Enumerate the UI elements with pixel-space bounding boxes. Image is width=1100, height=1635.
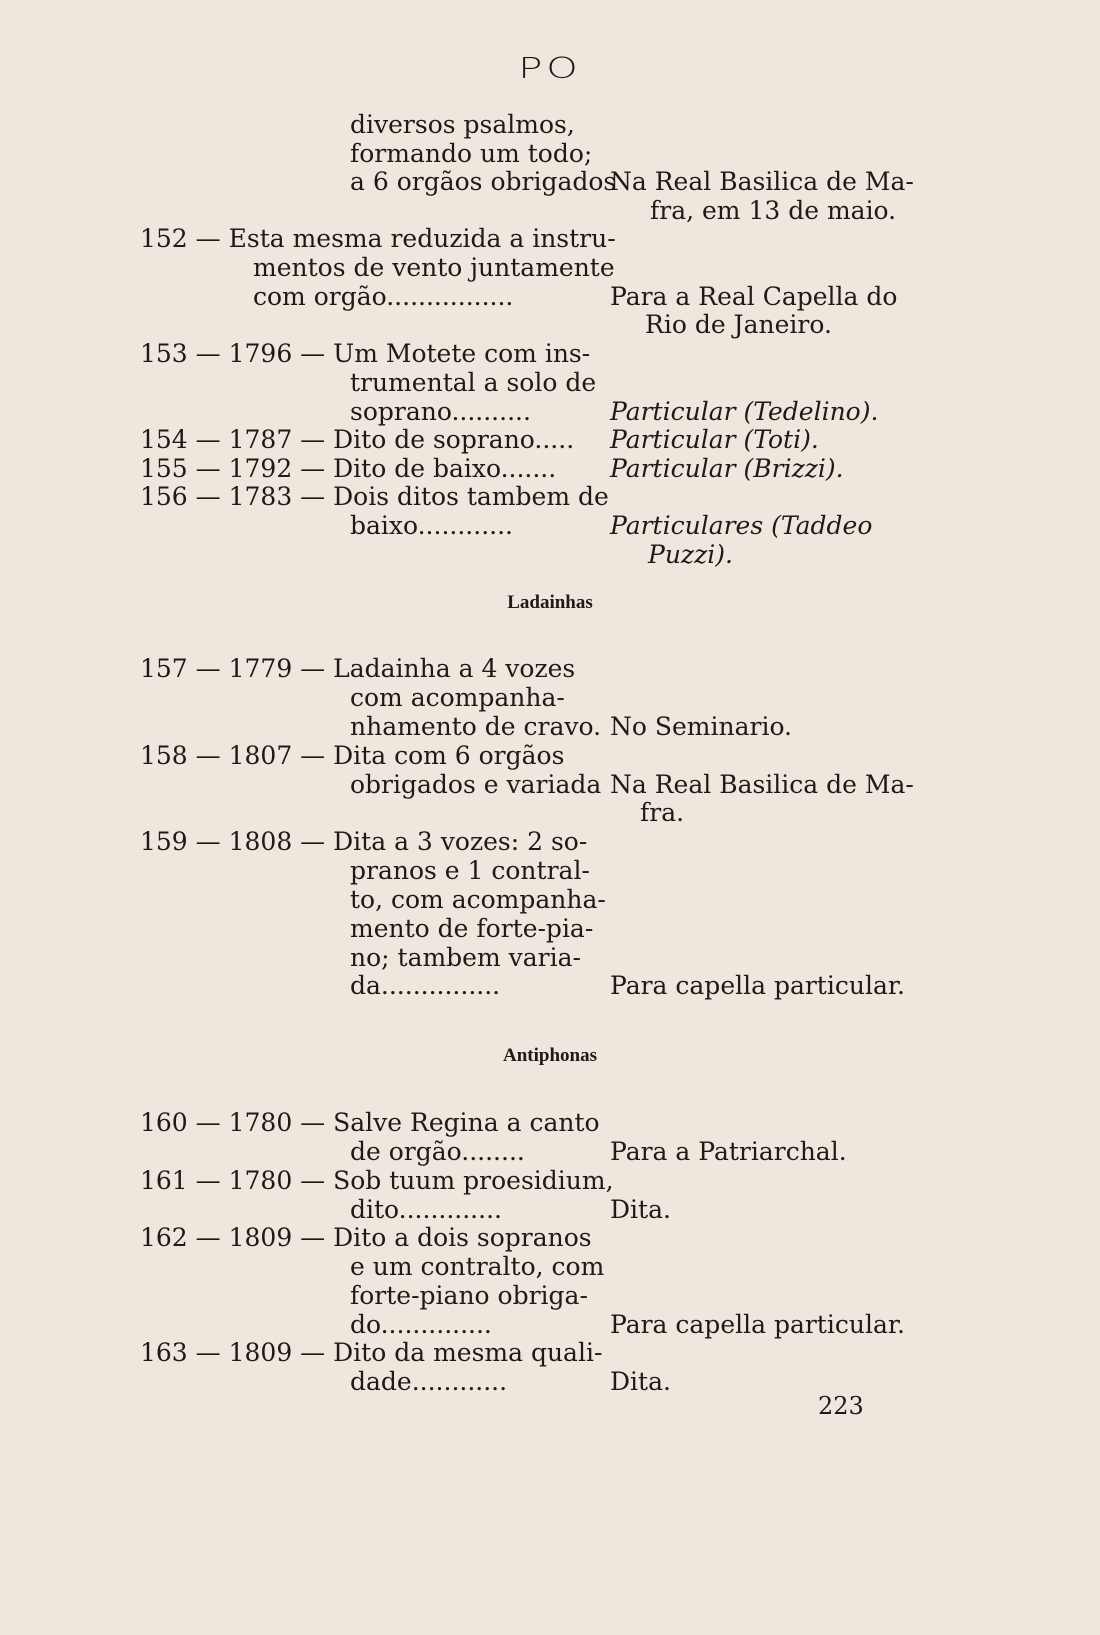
entry-159-line: 159 — 1808 — Dita a 3 vozes: 2 so-: [140, 827, 588, 856]
entry-158-line: 158 — 1807 — Dita com 6 orgãos: [140, 741, 565, 770]
destination-text: No Seminario.: [610, 712, 793, 741]
destination-text: fra.: [640, 798, 685, 827]
entry-162-line: 162 — 1809 — Dito a dois sopranos: [140, 1223, 592, 1252]
text-line: dade............: [350, 1367, 508, 1396]
destination-text: fra, em 13 de maio.: [650, 196, 897, 225]
entry-153-line: 153 — 1796 — Um Motete com ins-: [140, 339, 591, 368]
text-line: dito.............: [350, 1195, 502, 1224]
text-line: com orgão................: [253, 282, 514, 311]
text-line: mentos de vento juntamente: [253, 253, 615, 282]
text-line: to, com acompanha-: [350, 885, 606, 914]
text-line: e um contralto, com: [350, 1252, 605, 1281]
text-line: diversos psalmos,: [350, 110, 575, 139]
text-line: obrigados e variada: [350, 770, 602, 799]
text-line: mento de forte-pia-: [350, 914, 594, 943]
destination-text: Dita.: [610, 1195, 671, 1224]
section-heading: Ladainhas: [507, 592, 593, 613]
destination-text: Para capella particular.: [610, 1310, 906, 1339]
text-line: baixo............: [350, 511, 513, 540]
destination-text: Particulares (Taddeo: [610, 511, 873, 540]
destination-text: Para a Patriarchal.: [610, 1137, 847, 1166]
destination-text: Dita.: [610, 1367, 671, 1396]
text-line: com acompanha-: [350, 683, 565, 712]
text-line: a 6 orgãos obrigados: [350, 167, 617, 196]
entry-163-line: 163 — 1809 — Dito da mesma quali-: [140, 1338, 603, 1367]
section-heading: Antiphonas: [503, 1045, 597, 1066]
text-line: pranos e 1 contral-: [350, 856, 590, 885]
destination-text: Particular (Tedelino).: [610, 397, 879, 426]
text-line: formando um todo;: [350, 139, 593, 168]
destination-text: Na Real Basilica de Ma-: [610, 770, 914, 799]
destination-text: Puzzi).: [648, 540, 733, 569]
running-head: PO: [518, 52, 582, 86]
entry-155-line: 155 — 1792 — Dito de baixo.......: [140, 454, 557, 483]
entry-156-line: 156 — 1783 — Dois ditos tambem de: [140, 482, 609, 511]
destination-text: Particular (Toti).: [610, 425, 819, 454]
text-line: forte-piano obriga-: [350, 1281, 588, 1310]
entry-154-line: 154 — 1787 — Dito de soprano.....: [140, 425, 575, 454]
entry-161-line: 161 — 1780 — Sob tuum proesidium,: [140, 1166, 614, 1195]
destination-text: Particular (Brizzi).: [610, 454, 844, 483]
destination-text: Para capella particular.: [610, 971, 906, 1000]
destination-text: Na Real Basilica de Ma-: [610, 167, 914, 196]
text-line: nhamento de cravo.: [350, 712, 602, 741]
text-line: soprano..........: [350, 397, 531, 426]
entry-157-line: 157 — 1779 — Ladainha a 4 vozes: [140, 654, 576, 683]
text-line: de orgão........: [350, 1137, 525, 1166]
destination-text: Para a Real Capella do: [610, 282, 898, 311]
destination-text: Rio de Janeiro.: [645, 310, 832, 339]
entry-160-line: 160 — 1780 — Salve Regina a canto: [140, 1108, 600, 1137]
text-line: no; tambem varia-: [350, 943, 581, 972]
page-number: 223: [818, 1392, 864, 1420]
text-line: trumental a solo de: [350, 368, 597, 397]
entry-152-line: 152 — Esta mesma reduzida a instru-: [140, 224, 616, 253]
text-line: da...............: [350, 971, 501, 1000]
text-line: do..............: [350, 1310, 492, 1339]
